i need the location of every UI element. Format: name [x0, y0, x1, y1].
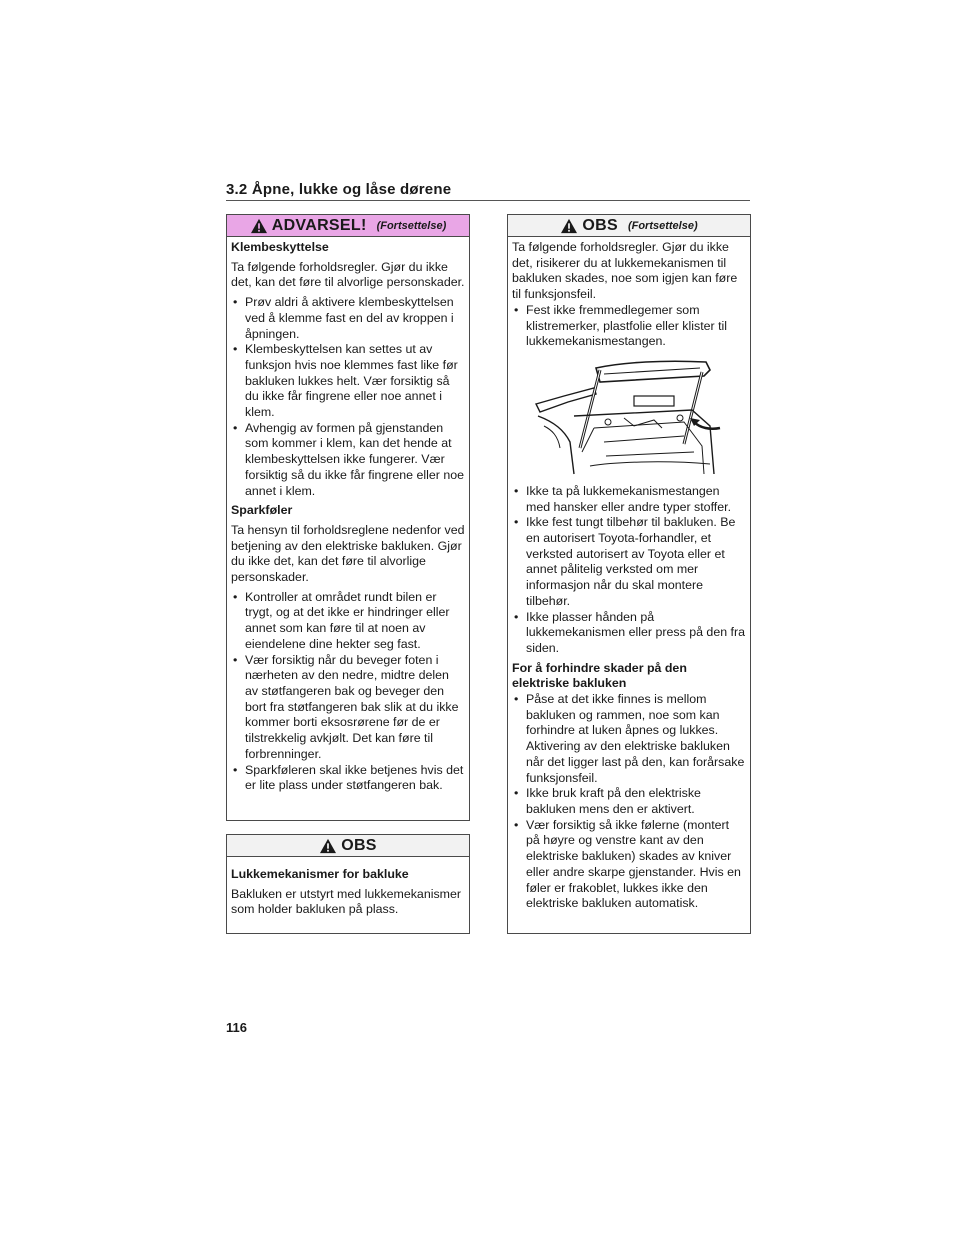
- obs-continued-title: OBS: [582, 216, 618, 234]
- obs-intro: Ta følgende forholdsregler. Gjør du ikke det, risikerer du at lukkemekanismen til bakluken skades, noe som igjen kan føre til funksjonsfeil.: [512, 240, 738, 302]
- page-number: 116: [226, 1020, 247, 1035]
- obs-continued-header: [508, 215, 750, 237]
- obs-continued-label: (Fortsettelse): [627, 219, 698, 232]
- heading-lukkemekanismer: Lukkemekanismer for bakluke: [231, 867, 409, 881]
- warning-title: ADVARSEL!: [271, 216, 367, 234]
- obs-bullets-3: [512, 692, 746, 912]
- list-item: • Ikke fest tungt tilbehør til bakluken. Be en autorisert Toyota-forhandler, et verksted autorisert av Toyota eller et annet pålitelig verksted om mer informasjon når du skal montere tilbehør.: [512, 515, 746, 609]
- obs-box: [226, 834, 470, 934]
- warning-intro-2: Ta hensyn til forholdsreglene nedenfor ved betjening av den elektriske bakluken. Gjør du ikke det, kan det føre til alvorlige personskader.: [231, 522, 465, 585]
- list-item: • Prøv aldri å aktivere klembeskyttelsen ved å klemme fast en del av kroppen i åpningen.: [231, 295, 465, 342]
- warning-intro-1: Ta følgende forholdsregler. Gjør du ikke det, kan det føre til alvorlige personskader.: [231, 259, 465, 290]
- obs-title: OBS: [341, 836, 377, 854]
- obs-bullets-2: [512, 484, 746, 657]
- warning-box-body: [227, 237, 469, 798]
- section-header: [226, 179, 750, 201]
- section-title: 3.2 Åpne, lukke og låse dørene: [226, 181, 452, 198]
- warning-triangle-icon: [560, 218, 578, 234]
- heading-forhindre-skader: For å forhindre skader på den elektriske bakluken: [512, 660, 687, 691]
- list-item: • Fest ikke fremmedlegemer som klistremerker, plastfolie eller klister til lukkemekanismestangen.: [512, 303, 746, 350]
- obs-bullets-1: [512, 303, 746, 350]
- warning-continued: (Fortsettelse): [376, 219, 447, 232]
- warning-bullets-1: [231, 295, 465, 499]
- tailgate-illustration: [534, 356, 724, 476]
- obs-continued-body: [508, 237, 750, 916]
- list-item: • Klembeskyttelsen kan settes ut av funksjon hvis noe klemmes fast like før bakluken lukkes helt. Vær forsiktig så du ikke får fingrene eller noe annet i klem.: [231, 342, 465, 421]
- list-item: • Kontroller at området rundt bilen er trygt, og at det ikke er hindringer eller annet som kan føre til at noen av eiendelene dine hekter seg fast.: [231, 590, 465, 653]
- warning-triangle-icon: [250, 218, 268, 234]
- list-item: • Vær forsiktig når du beveger foten i nærheten av den nedre, midtre delen av støtfangeren bak og beveger den bort fra støtfangeren bak slik at du ikke kommer borti eksosrørene før de er tilstrekkelig avkjølt. Det kan føre til forbrenninger.: [231, 653, 465, 763]
- obs-text: Bakluken er utstyrt med lukkemekanismer som holder bakluken på plass.: [231, 886, 462, 917]
- heading-klembeskyttelse: Klembeskyttelse: [231, 240, 329, 254]
- obs-continued-box: [507, 214, 751, 934]
- list-item: • Påse at det ikke finnes is mellom bakluken og rammen, noe som kan forhindre at luken åpnes og lukkes. Aktivering av den elektriske bakluken når det ligger last på den, kan forårsake funksjonsfeil.: [512, 692, 746, 786]
- obs-box-body: [227, 857, 469, 926]
- list-item: • Avhengig av formen på gjenstanden som kommer i klem, kan det hende at klembeskyttelsen ikke fungerer. Vær forsiktig så du ikke får fingrene eller noe annet i klem.: [231, 421, 465, 500]
- list-item: • Sparkføleren skal ikke betjenes hvis det er lite plass under støtfangeren bak.: [231, 763, 465, 794]
- list-item: • Ikke plasser hånden på lukkemekanismen eller press på den fra siden.: [512, 610, 746, 657]
- warning-bullets-2: [231, 590, 465, 794]
- list-item: • Ikke bruk kraft på den elektriske bakluken mens den er aktivert.: [512, 786, 746, 817]
- heading-sparkfoler: Sparkføler: [231, 503, 293, 518]
- warning-box-header: [227, 215, 469, 237]
- warning-triangle-icon: [319, 838, 337, 854]
- list-item: • Vær forsiktig så ikke følerne (montert på høyre og venstre kant av den elektriske bakluken) skades av kniver eller andre skarpe gjenstander. Hvis en føler er frakoblet, lukkes ikke den elektriske bakluken automatisk.: [512, 818, 746, 912]
- obs-box-header: [227, 835, 469, 857]
- list-item: • Ikke ta på lukkemekanismestangen med hansker eller andre typer stoffer.: [512, 484, 746, 515]
- warning-box: [226, 214, 470, 821]
